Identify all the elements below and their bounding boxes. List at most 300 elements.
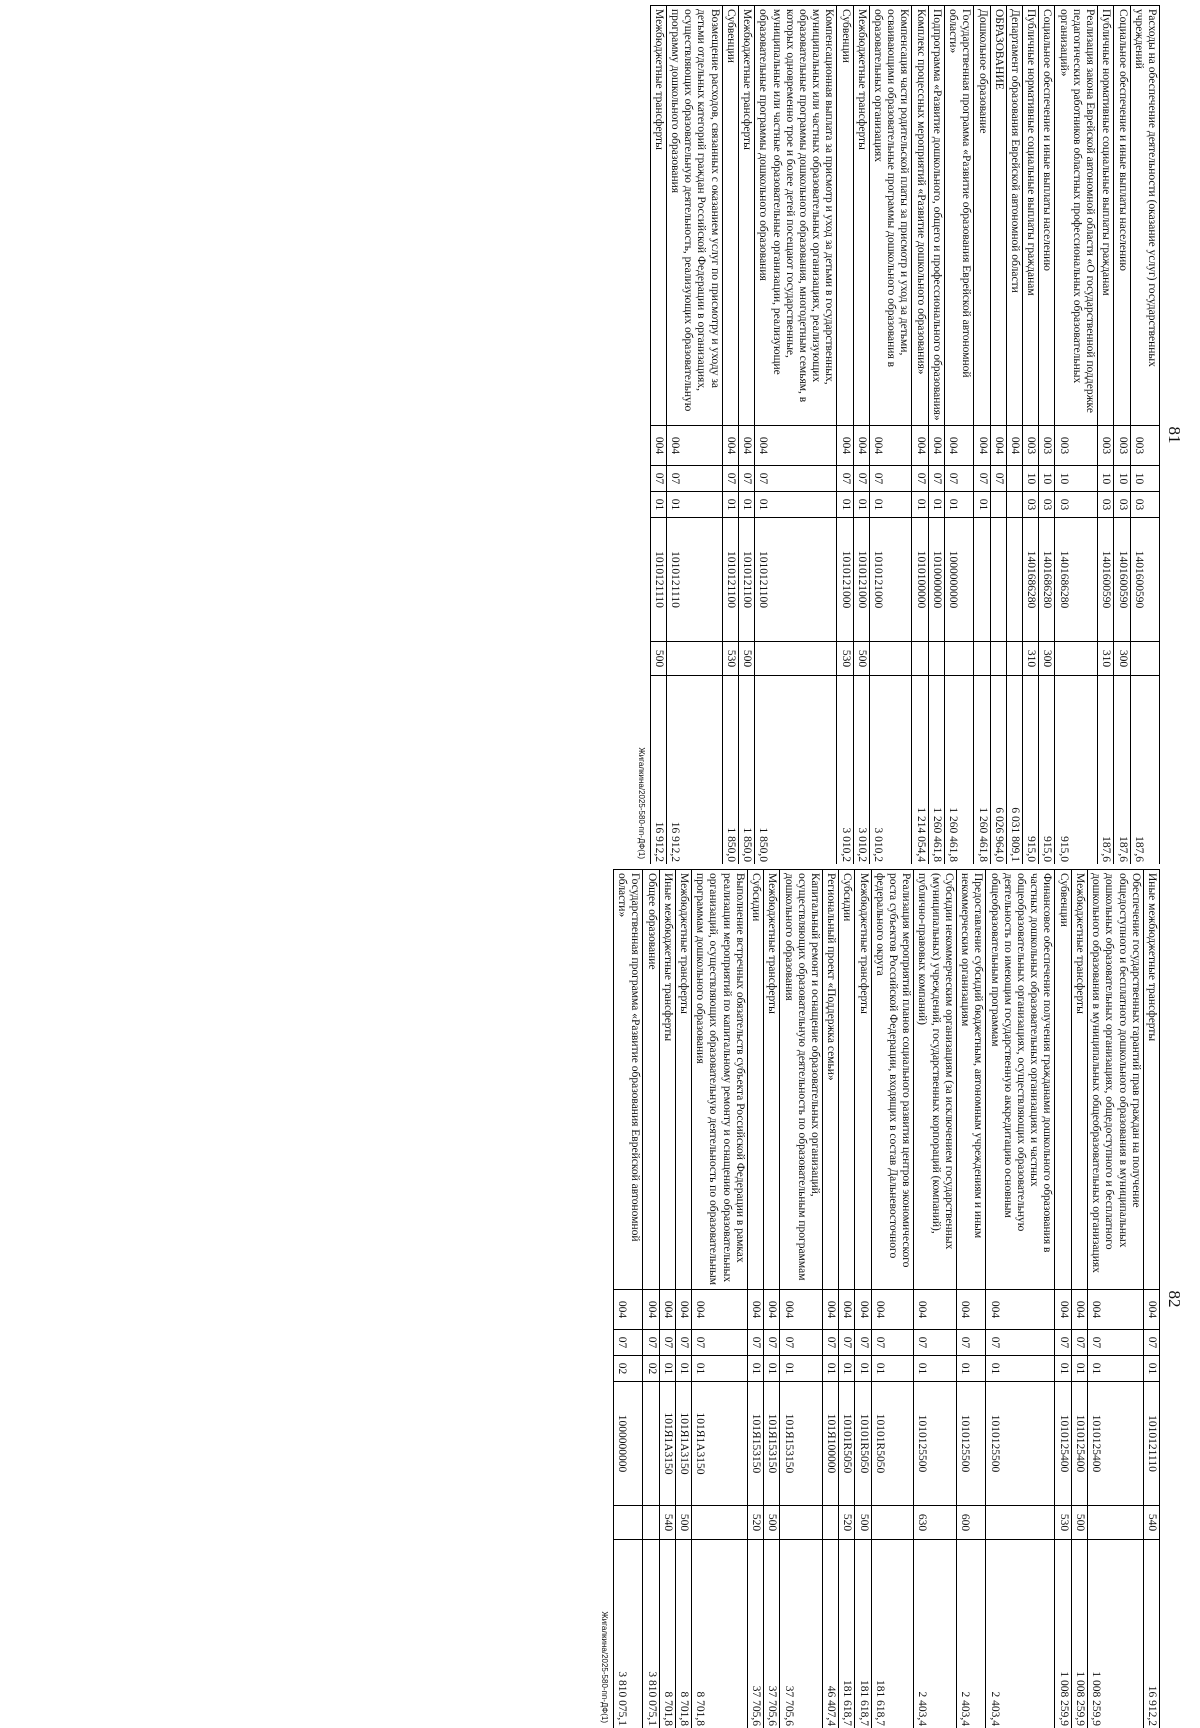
row-name: Межбюджетные трансферты xyxy=(650,6,666,426)
expense-type-code: 530 xyxy=(1055,1506,1071,1540)
row-name: Государственная программа «Развитие образования Еврейской автономной области» xyxy=(944,6,973,426)
section-code: 07 xyxy=(764,1330,780,1356)
row-name: Финансовое обеспечение получения гражданами дошкольного образования в частных дошкольных образовательных организациях и частных общеобразовательных организациях, осуществляющих образовательную деятельность по имеющим государственную аккредитацию основным общеобразовательным программам xyxy=(986,870,1055,1290)
expense-type-code xyxy=(666,642,722,676)
target-item-code: 1010125400 xyxy=(1055,1382,1071,1506)
section-code: 07 xyxy=(928,466,944,492)
expense-type-code: 520 xyxy=(839,1506,855,1540)
section-code: 07 xyxy=(914,1330,957,1356)
section-code: 10 xyxy=(1039,466,1055,492)
subsection-code: 03 xyxy=(1055,492,1098,518)
target-item-code: 1401686280 xyxy=(1055,518,1098,642)
section-code: 07 xyxy=(1087,1330,1143,1356)
target-item-code: 1010121000 xyxy=(837,518,853,642)
amount: 1 008 259,9 xyxy=(1087,1540,1143,1728)
amount: 915,0 xyxy=(1039,676,1055,865)
table-row xyxy=(1087,870,1143,1728)
row-name: Подпрограмма «Развитие дошкольного, общего и профессионального образования» xyxy=(928,6,944,426)
row-name: Субсидии xyxy=(747,870,763,1290)
amount: 2 403,4 xyxy=(914,1540,957,1728)
section-code: 10 xyxy=(1130,466,1159,492)
table-row xyxy=(853,6,869,865)
ministry-code: 004 xyxy=(780,1290,823,1330)
expense-type-code: 530 xyxy=(722,642,738,676)
amount: 6 031 809,1 xyxy=(1006,676,1022,865)
section-code: 10 xyxy=(1098,466,1114,492)
row-name: Региональный проект «Поддержка семьи» xyxy=(822,870,838,1290)
page-footer: Жигалкина/2025-580-пп-ДФ(1) xyxy=(600,869,609,1728)
ministry-code: 003 xyxy=(1130,426,1159,466)
table-row xyxy=(1055,870,1071,1728)
expense-type-code xyxy=(986,1506,1055,1540)
amount: 187,6 xyxy=(1114,676,1130,865)
amount: 3 810 075,1 xyxy=(613,1540,642,1728)
expense-type-code xyxy=(1055,642,1098,676)
expense-type-code: 500 xyxy=(675,1506,691,1540)
target-item-code: 1010000000 xyxy=(928,518,944,642)
target-item-code: 101Я153150 xyxy=(764,1382,780,1506)
target-item-code: 1010121110 xyxy=(650,518,666,642)
expense-type-code: 500 xyxy=(764,1506,780,1540)
target-item-code: 1010121100 xyxy=(722,518,738,642)
row-name: Реализация мероприятий планов социального развития центров экономического роста субъектов Российской Федерации, входящих в состав Дальневосточного федерального округа xyxy=(871,870,914,1290)
target-item-code: 10101R5050 xyxy=(855,1382,871,1506)
subsection-code: 01 xyxy=(912,492,928,518)
ministry-code: 004 xyxy=(1143,1290,1159,1330)
ministry-code: 004 xyxy=(650,426,666,466)
amount: 1 008 259,9 xyxy=(1055,1540,1071,1728)
section-code: 07 xyxy=(869,466,912,492)
expense-type-code xyxy=(944,642,973,676)
expense-type-code: 540 xyxy=(659,1506,675,1540)
table-row xyxy=(869,6,912,865)
target-item-code: 101Я1А3150 xyxy=(692,1382,748,1506)
section-code: 07 xyxy=(1055,1330,1071,1356)
target-item-code xyxy=(643,1382,659,1506)
table-row xyxy=(692,870,748,1728)
section-code: 07 xyxy=(837,466,853,492)
ministry-code: 004 xyxy=(837,426,853,466)
subsection-code: 01 xyxy=(659,1356,675,1382)
ministry-code: 004 xyxy=(974,426,990,466)
row-name: Департамент образования Еврейской автономной области xyxy=(1006,6,1022,426)
section-code: 07 xyxy=(990,466,1006,492)
target-item-code: 1010125500 xyxy=(986,1382,1055,1506)
target-item-code: 1010125500 xyxy=(956,1382,985,1506)
ministry-code: 003 xyxy=(1023,426,1039,466)
amount: 1 214 054,4 xyxy=(912,676,928,865)
amount: 8 701,8 xyxy=(675,1540,691,1728)
row-name: Выполнение встречных обязательств субъекта Российской Федерации в рамках реализации мероприятий по капитальному ремонту и оснащению образовательных организаций, осуществляющих образовательную деятельность по образовательным программам дошкольного образования xyxy=(692,870,748,1290)
subsection-code: 01 xyxy=(837,492,853,518)
expense-type-code xyxy=(1130,642,1159,676)
subsection-code: 01 xyxy=(914,1356,957,1382)
section-code: 07 xyxy=(747,1330,763,1356)
section-code: 07 xyxy=(643,1330,659,1356)
target-item-code xyxy=(1006,518,1022,642)
subsection-code: 01 xyxy=(764,1356,780,1382)
amount: 37 705,6 xyxy=(780,1540,823,1728)
row-name: Субсидии некоммерческим организациям (за исключением государственных (муниципальных) учреждений, государственных корпораций (компаний), публично-правовых компаний) xyxy=(914,870,957,1290)
expense-type-code xyxy=(912,642,928,676)
ministry-code: 004 xyxy=(914,1290,957,1330)
amount: 187,6 xyxy=(1098,676,1114,865)
ministry-code: 004 xyxy=(869,426,912,466)
subsection-code: 01 xyxy=(839,1356,855,1382)
row-name: Субвенции xyxy=(1055,870,1071,1290)
table-row xyxy=(1143,870,1159,1728)
table-row xyxy=(855,870,871,1728)
expense-type-code: 300 xyxy=(1039,642,1055,676)
target-item-code: 101Я1А3150 xyxy=(659,1382,675,1506)
subsection-code: 01 xyxy=(666,492,722,518)
ministry-code: 004 xyxy=(613,1290,642,1330)
table-row xyxy=(912,6,928,865)
ministry-code: 004 xyxy=(675,1290,691,1330)
ministry-code: 004 xyxy=(1055,1290,1071,1330)
section-code xyxy=(1006,466,1022,492)
target-item-code: 1010121000 xyxy=(853,518,869,642)
expense-type-code: 500 xyxy=(650,642,666,676)
ministry-code: 003 xyxy=(1039,426,1055,466)
table-row xyxy=(747,870,763,1728)
amount: 181 618,7 xyxy=(839,1540,855,1728)
target-item-code: 1401600590 xyxy=(1130,518,1159,642)
section-code: 07 xyxy=(871,1330,914,1356)
target-item-code: 1401600590 xyxy=(1114,518,1130,642)
subsection-code: 03 xyxy=(1114,492,1130,518)
subsection-code: 02 xyxy=(643,1356,659,1382)
ministry-code: 004 xyxy=(928,426,944,466)
subsection-code: 01 xyxy=(747,1356,763,1382)
row-name: Социальное обеспечение и иные выплаты населению xyxy=(1114,6,1130,426)
expense-type-code xyxy=(613,1506,642,1540)
target-item-code: 1010121110 xyxy=(1143,1382,1159,1506)
section-code: 07 xyxy=(956,1330,985,1356)
row-name: ОБРАЗОВАНИЕ xyxy=(990,6,1006,426)
table-row xyxy=(956,870,985,1728)
expense-type-code: 520 xyxy=(747,1506,763,1540)
subsection-code: 01 xyxy=(1143,1356,1159,1382)
amount: 16 912,2 xyxy=(666,676,722,865)
subsection-code: 01 xyxy=(738,492,754,518)
expense-type-code: 310 xyxy=(1098,642,1114,676)
target-item-code: 1010121000 xyxy=(869,518,912,642)
ministry-code: 004 xyxy=(755,426,837,466)
page-number: 82 xyxy=(1164,869,1184,1728)
ministry-code: 003 xyxy=(1055,426,1098,466)
table-row xyxy=(1130,6,1159,865)
target-item-code xyxy=(990,518,1006,642)
page-number: 81 xyxy=(1164,5,1184,864)
section-code: 07 xyxy=(613,1330,642,1356)
expense-type-code: 540 xyxy=(1143,1506,1159,1540)
table-row xyxy=(650,6,666,865)
section-code: 07 xyxy=(822,1330,838,1356)
subsection-code: 01 xyxy=(822,1356,838,1382)
target-item-code: 101Я1А3150 xyxy=(675,1382,691,1506)
amount: 1 260 461,8 xyxy=(928,676,944,865)
row-name: Межбюджетные трансферты xyxy=(855,870,871,1290)
ministry-code: 004 xyxy=(747,1290,763,1330)
target-item-code: 1401686280 xyxy=(1039,518,1055,642)
target-item-code xyxy=(974,518,990,642)
row-name: Общее образование xyxy=(643,870,659,1290)
subsection-code: 02 xyxy=(613,1356,642,1382)
section-code: 07 xyxy=(722,466,738,492)
section-code: 07 xyxy=(666,466,722,492)
page-footer: Жигалкина/2025-580-пп-ДФ(1) xyxy=(637,5,646,864)
target-item-code: 1010125400 xyxy=(1071,1382,1087,1506)
table-row xyxy=(944,6,973,865)
target-item-code: 1401600590 xyxy=(1098,518,1114,642)
section-code: 07 xyxy=(1071,1330,1087,1356)
expense-type-code: 500 xyxy=(853,642,869,676)
table-row xyxy=(738,6,754,865)
ministry-code: 004 xyxy=(764,1290,780,1330)
table-row xyxy=(1006,6,1022,865)
target-item-code: 10101R5050 xyxy=(871,1382,914,1506)
section-code: 07 xyxy=(780,1330,823,1356)
expense-type-code xyxy=(869,642,912,676)
row-name: Капитальный ремонт и оснащение образовательных организаций, осуществляющих образовательную деятельность по образовательным программам дошкольного образования xyxy=(780,870,823,1290)
amount: 46 407,4 xyxy=(822,1540,838,1728)
target-item-code: 101Я153150 xyxy=(780,1382,823,1506)
page-82-content xyxy=(600,869,1190,1728)
target-item-code: 1010121100 xyxy=(755,518,837,642)
target-item-code: 1010121100 xyxy=(738,518,754,642)
subsection-code: 01 xyxy=(692,1356,748,1382)
ministry-code: 004 xyxy=(822,1290,838,1330)
table-row xyxy=(974,6,990,865)
section-code: 07 xyxy=(944,466,973,492)
subsection-code: 01 xyxy=(974,492,990,518)
amount: 1 260 461,8 xyxy=(974,676,990,865)
amount: 3 010,2 xyxy=(853,676,869,865)
subsection-code: 01 xyxy=(1071,1356,1087,1382)
section-code: 07 xyxy=(1143,1330,1159,1356)
target-item-code: 1401686280 xyxy=(1023,518,1039,642)
ministry-code: 004 xyxy=(956,1290,985,1330)
amount: 16 912,2 xyxy=(1143,1540,1159,1728)
expense-type-code xyxy=(780,1506,823,1540)
row-name: Субвенции xyxy=(722,6,738,426)
row-name: Межбюджетные трансферты xyxy=(738,6,754,426)
row-name: Комплекс процессных мероприятий «Развитие дошкольного образования» xyxy=(912,6,928,426)
table-row xyxy=(990,6,1006,865)
expense-type-code: 500 xyxy=(738,642,754,676)
table-row xyxy=(822,870,838,1728)
table-row xyxy=(837,6,853,865)
ministry-code: 004 xyxy=(738,426,754,466)
amount: 1 850,0 xyxy=(755,676,837,865)
ministry-code: 004 xyxy=(839,1290,855,1330)
expense-type-code: 500 xyxy=(855,1506,871,1540)
section-code: 07 xyxy=(855,1330,871,1356)
row-name: Социальное обеспечение и иные выплаты населению xyxy=(1039,6,1055,426)
amount: 181 618,7 xyxy=(855,1540,871,1728)
ministry-code: 004 xyxy=(692,1290,748,1330)
target-item-code: 1010125400 xyxy=(1087,1382,1143,1506)
row-name: Дошкольное образование xyxy=(974,6,990,426)
expense-type-code xyxy=(755,642,837,676)
table-row xyxy=(1071,870,1087,1728)
section-code: 07 xyxy=(738,466,754,492)
section-code: 07 xyxy=(853,466,869,492)
subsection-code: 01 xyxy=(956,1356,985,1382)
ministry-code: 003 xyxy=(1098,426,1114,466)
ministry-code: 004 xyxy=(643,1290,659,1330)
subsection-code: 01 xyxy=(722,492,738,518)
amount: 2 403,4 xyxy=(956,1540,985,1728)
row-name: Иные межбюджетные трансферты xyxy=(659,870,675,1290)
row-name: Возмещение расходов, связанных с оказанием услуг по присмотру и уходу за детьми отдельных категорий граждан Российской Федерации в организациях, осуществляющих образовательную деятельность, реализующих образовательную программу дошкольного образования xyxy=(666,6,722,426)
subsection-code: 03 xyxy=(1098,492,1114,518)
expense-type-code xyxy=(643,1506,659,1540)
amount: 915,0 xyxy=(1023,676,1039,865)
section-code: 07 xyxy=(986,1330,1055,1356)
row-name: Субсидии xyxy=(839,870,855,1290)
ministry-code: 003 xyxy=(1114,426,1130,466)
section-code: 07 xyxy=(659,1330,675,1356)
amount: 1 008 259,9 xyxy=(1071,1540,1087,1728)
ministry-code: 004 xyxy=(1087,1290,1143,1330)
subsection-code: 01 xyxy=(780,1356,823,1382)
target-item-code: 101Я100000 xyxy=(822,1382,838,1506)
ministry-code: 004 xyxy=(871,1290,914,1330)
ministry-code: 004 xyxy=(1006,426,1022,466)
section-code: 07 xyxy=(755,466,837,492)
amount: 3 810 075,1 xyxy=(643,1540,659,1728)
subsection-code: 01 xyxy=(650,492,666,518)
subsection-code: 01 xyxy=(986,1356,1055,1382)
table-row xyxy=(871,870,914,1728)
subsection-code: 01 xyxy=(1055,1356,1071,1382)
table-row xyxy=(675,870,691,1728)
section-code: 07 xyxy=(650,466,666,492)
table-row xyxy=(839,870,855,1728)
page-81-content xyxy=(637,5,1190,864)
subsection-code: 01 xyxy=(855,1356,871,1382)
target-item-code: 1010100000 xyxy=(912,518,928,642)
row-name: Компенсационная выплата за присмотр и уход за детьми в государственных, муниципальных или частных образовательных организациях, реализующих образовательные программы дошкольного образования, многодетным семьям, в которых одновременно трое и более детей посещают государственные, муниципальные или частные образовательные организации, реализующие образовательные программы дошкольного образования xyxy=(755,6,837,426)
section-code: 07 xyxy=(839,1330,855,1356)
subsection-code: 01 xyxy=(928,492,944,518)
ministry-code: 004 xyxy=(912,426,928,466)
budget-table xyxy=(650,5,1160,864)
subsection-code: 01 xyxy=(1087,1356,1143,1382)
amount: 8 701,8 xyxy=(692,1540,748,1728)
expense-type-code xyxy=(928,642,944,676)
expense-type-code xyxy=(822,1506,838,1540)
subsection-code xyxy=(1006,492,1022,518)
expense-type-code: 300 xyxy=(1114,642,1130,676)
row-name: Межбюджетные трансферты xyxy=(764,870,780,1290)
table-row xyxy=(659,870,675,1728)
row-name: Субвенции xyxy=(837,6,853,426)
ministry-code: 004 xyxy=(855,1290,871,1330)
amount: 915,0 xyxy=(1055,676,1098,865)
subsection-code: 01 xyxy=(869,492,912,518)
amount: 187,6 xyxy=(1130,676,1159,865)
expense-type-code: 530 xyxy=(837,642,853,676)
amount: 1 850,0 xyxy=(738,676,754,865)
subsection-code: 01 xyxy=(871,1356,914,1382)
amount: 181 618,7 xyxy=(871,1540,914,1728)
table-row xyxy=(643,870,659,1728)
budget-table xyxy=(613,869,1160,1728)
section-code: 10 xyxy=(1023,466,1039,492)
table-row xyxy=(722,6,738,865)
ministry-code: 004 xyxy=(853,426,869,466)
amount: 3 010,2 xyxy=(869,676,912,865)
subsection-code xyxy=(990,492,1006,518)
amount: 3 010,2 xyxy=(837,676,853,865)
table-row xyxy=(764,870,780,1728)
section-code: 10 xyxy=(1055,466,1098,492)
subsection-code: 01 xyxy=(675,1356,691,1382)
expense-type-code: 630 xyxy=(914,1506,957,1540)
ministry-code: 004 xyxy=(990,426,1006,466)
ministry-code: 004 xyxy=(944,426,973,466)
ministry-code: 004 xyxy=(659,1290,675,1330)
row-name: Реализация закона Еврейской автономной области «О государственной поддержке педагогических работников областных профессиональных образовательных организаций» xyxy=(1055,6,1098,426)
subsection-code: 01 xyxy=(944,492,973,518)
amount: 1 850,0 xyxy=(722,676,738,865)
row-name: Компенсация части родительской платы за присмотр и уход за детьми, осваивающими образовательные программы дошкольного образования в образовательных организациях xyxy=(869,6,912,426)
amount: 1 260 461,8 xyxy=(944,676,973,865)
target-item-code: 1000000000 xyxy=(944,518,973,642)
target-item-code: 101Я153150 xyxy=(747,1382,763,1506)
amount: 16 912,2 xyxy=(650,676,666,865)
table-row xyxy=(986,870,1055,1728)
section-code: 07 xyxy=(692,1330,748,1356)
target-item-code: 1000000000 xyxy=(613,1382,642,1506)
table-row xyxy=(1098,6,1114,865)
row-name: Межбюджетные трансферты xyxy=(853,6,869,426)
subsection-code: 01 xyxy=(853,492,869,518)
row-name: Публичные нормативные социальные выплаты гражданам xyxy=(1098,6,1114,426)
subsection-code: 03 xyxy=(1039,492,1055,518)
expense-type-code xyxy=(871,1506,914,1540)
target-item-code: 10101R5050 xyxy=(839,1382,855,1506)
table-row xyxy=(666,6,722,865)
amount: 37 705,6 xyxy=(764,1540,780,1728)
expense-type-code xyxy=(974,642,990,676)
subsection-code: 03 xyxy=(1130,492,1159,518)
expense-type-code: 500 xyxy=(1071,1506,1087,1540)
section-code: 07 xyxy=(912,466,928,492)
row-name: Государственная программа «Развитие образования Еврейской автономной области» xyxy=(613,870,642,1290)
expense-type-code: 310 xyxy=(1023,642,1039,676)
expense-type-code xyxy=(990,642,1006,676)
ministry-code: 004 xyxy=(986,1290,1055,1330)
expense-type-code: 600 xyxy=(956,1506,985,1540)
row-name: Предоставление субсидий бюджетным, автономным учреждениям и иным некоммерческим организациям xyxy=(956,870,985,1290)
row-name: Расходы на обеспечение деятельности (оказание услуг) государственных учреждений xyxy=(1130,6,1159,426)
table-row xyxy=(755,6,837,865)
amount: 2 403,4 xyxy=(986,1540,1055,1728)
table-row xyxy=(1039,6,1055,865)
subsection-code: 03 xyxy=(1023,492,1039,518)
subsection-code: 01 xyxy=(755,492,837,518)
table-row xyxy=(914,870,957,1728)
section-code: 07 xyxy=(974,466,990,492)
target-item-code: 1010125500 xyxy=(914,1382,957,1506)
table-row xyxy=(1023,6,1039,865)
page-82 xyxy=(0,864,1200,1728)
row-name: Межбюджетные трансферты xyxy=(1071,870,1087,1290)
